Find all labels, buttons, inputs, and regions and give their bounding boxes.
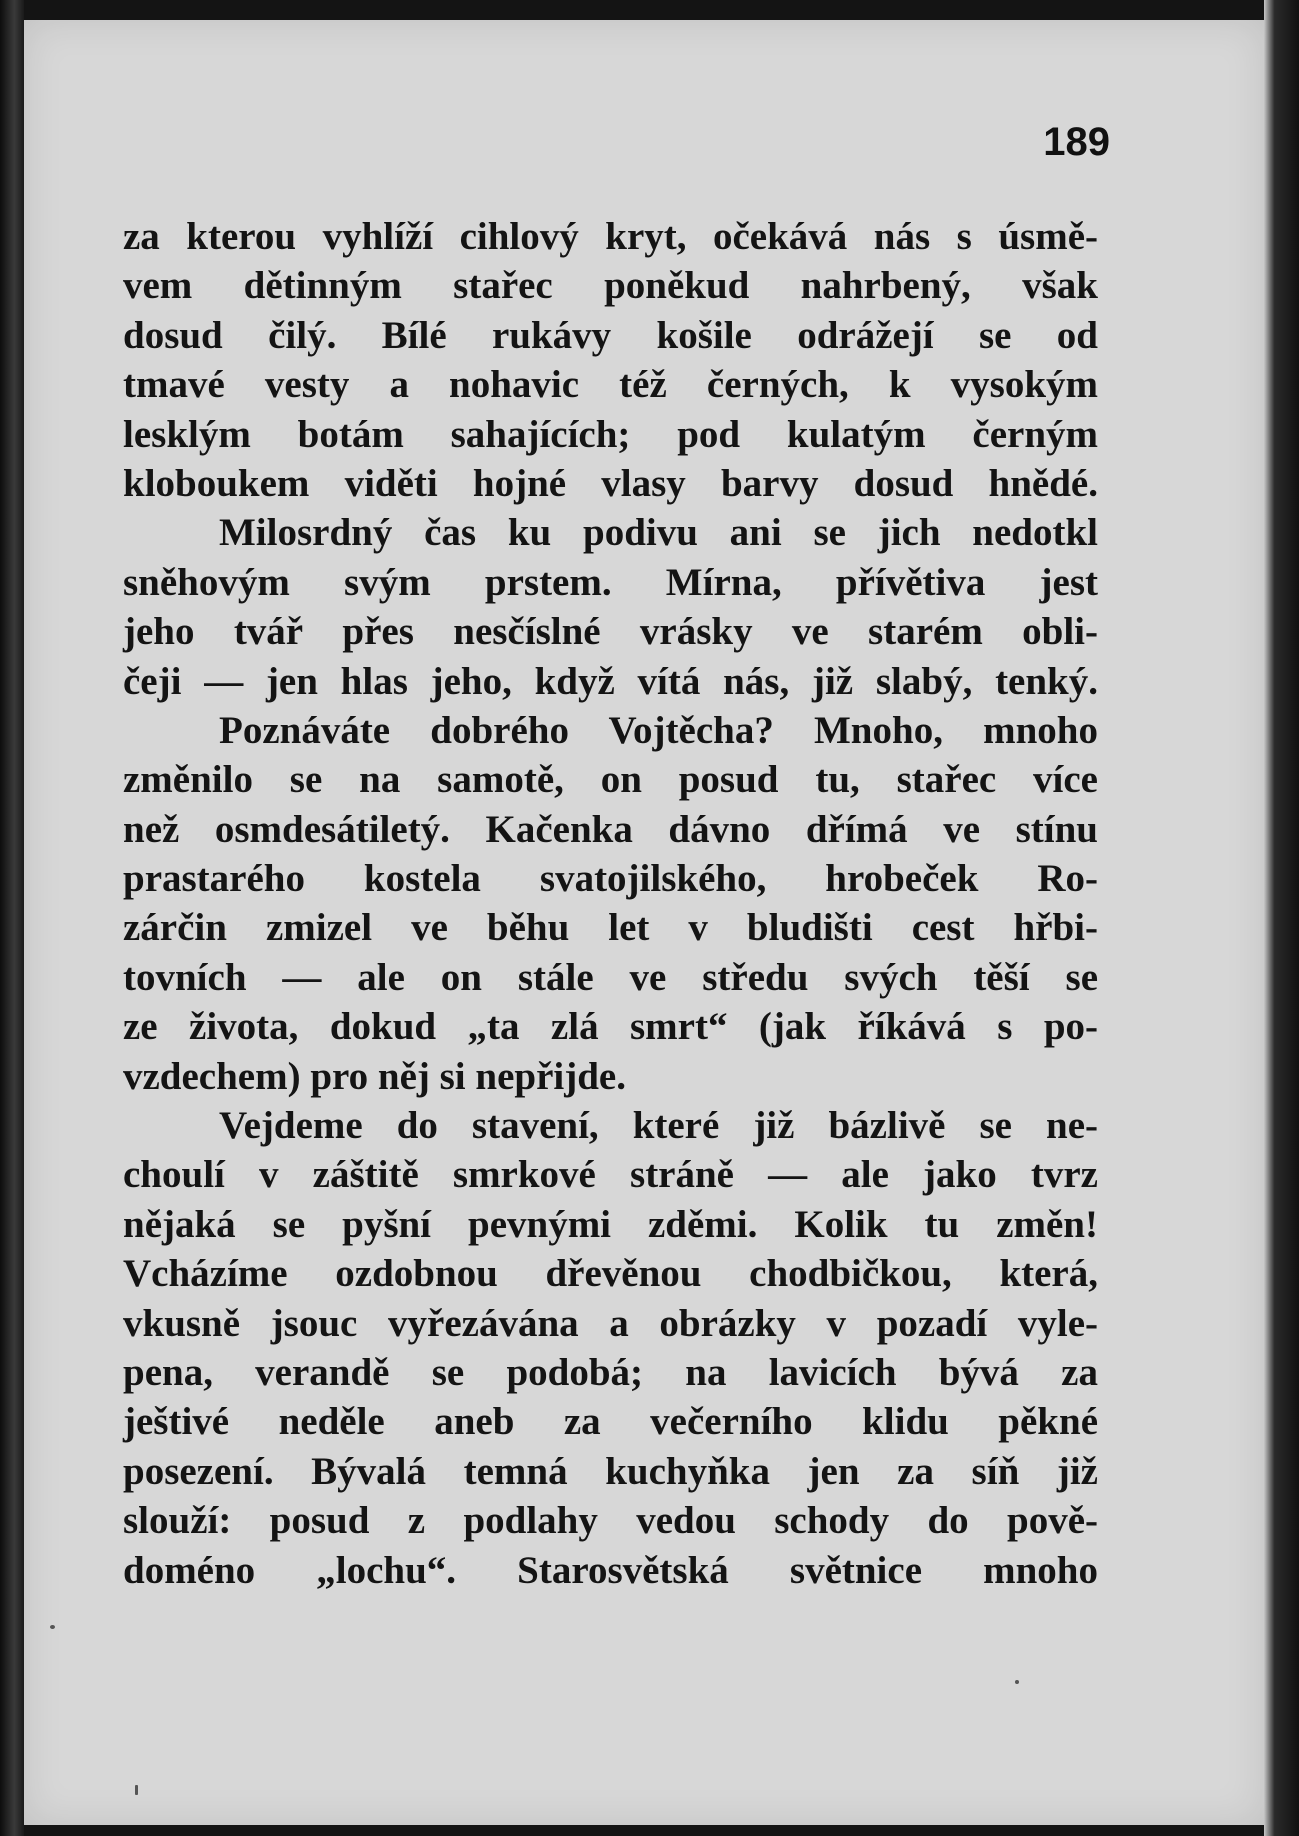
text-line: dosud čilý. Bílé rukávy košile odrážejí se od (123, 313, 1098, 357)
text-line: vzdechem) pro něj si nepřijde. (123, 1054, 626, 1098)
body-text (123, 212, 1098, 1595)
text-line: slouží: posud z podlahy vedou schody do pově- (123, 1499, 1098, 1543)
text-line: ze života, dokud „ta zlá smrt“ (jak říkává s po- (123, 1005, 1098, 1049)
text-line: sněhovým svým prstem. Mírna, přívětiva jest (123, 560, 1098, 604)
text-line: jeho tvář přes nesčíslné vrásky ve starém obli- (123, 610, 1098, 654)
text-line: doméno „lochu“. Starosvětská světnice mnoho (123, 1548, 1098, 1592)
text-line: choulí v záštitě smrkové stráně — ale jako tvrz (123, 1153, 1098, 1197)
text-line: za kterou vyhlíží cihlový kryt, očekává nás s úsmě- (123, 215, 1098, 258)
scan-speck (50, 1625, 55, 1629)
book-spine-shadow (0, 0, 24, 1836)
scan-speck (1015, 1680, 1019, 1684)
text-line: než osmdesátiletý. Kačenka dávno dřímá ve stínu (123, 807, 1098, 851)
text-line: Milosrdný čas ku podivu ani se jich nedotkl (219, 511, 1098, 555)
text-line: Vejdeme do stavení, které již bázlivě se ne- (219, 1104, 1098, 1148)
text-line: změnilo se na samotě, on posud tu, stařec více (123, 758, 1098, 802)
text-line: vem dětinným stařec poněkud nahrbený, však (123, 264, 1098, 308)
page-number: 189 (1043, 120, 1110, 164)
scan-speck (135, 1785, 138, 1795)
text-line: ještivé neděle aneb za večerního klidu pěkné (123, 1400, 1098, 1444)
text-line: posezení. Bývalá temná kuchyňka jen za síň již (123, 1449, 1098, 1493)
text-line: zárčin zmizel ve běhu let v bludišti cest hřbi- (123, 906, 1098, 950)
text-line: kloboukem viděti hojné vlasy barvy dosud hnědé. (123, 461, 1098, 505)
text-line: tmavé vesty a nohavic též černých, k vysokým (123, 363, 1098, 407)
text-line: vkusně jsouc vyřezávána a obrázky v pozadí vyle- (123, 1301, 1098, 1345)
text-line: Poznáváte dobrého Vojtěcha? Mnoho, mnoho (219, 708, 1098, 752)
text-line: nějaká se pyšní pevnými zděmi. Kolik tu změn! (123, 1202, 1098, 1246)
page-edge-shadow (1264, 0, 1299, 1836)
text-line: čeji — jen hlas jeho, když vítá nás, již slabý, tenký. (123, 659, 1098, 703)
text-line: tovních — ale on stále ve středu svých těší se (123, 955, 1098, 999)
text-line: Vcházíme ozdobnou dřevěnou chodbičkou, která, (123, 1252, 1098, 1296)
text-line: pena, verandě se podobá; na lavicích bývá za (123, 1350, 1098, 1394)
text-line: lesklým botám sahajících; pod kulatým černým (123, 412, 1098, 456)
text-line: prastarého kostela svatojilského, hrobeček Ro- (123, 857, 1098, 901)
